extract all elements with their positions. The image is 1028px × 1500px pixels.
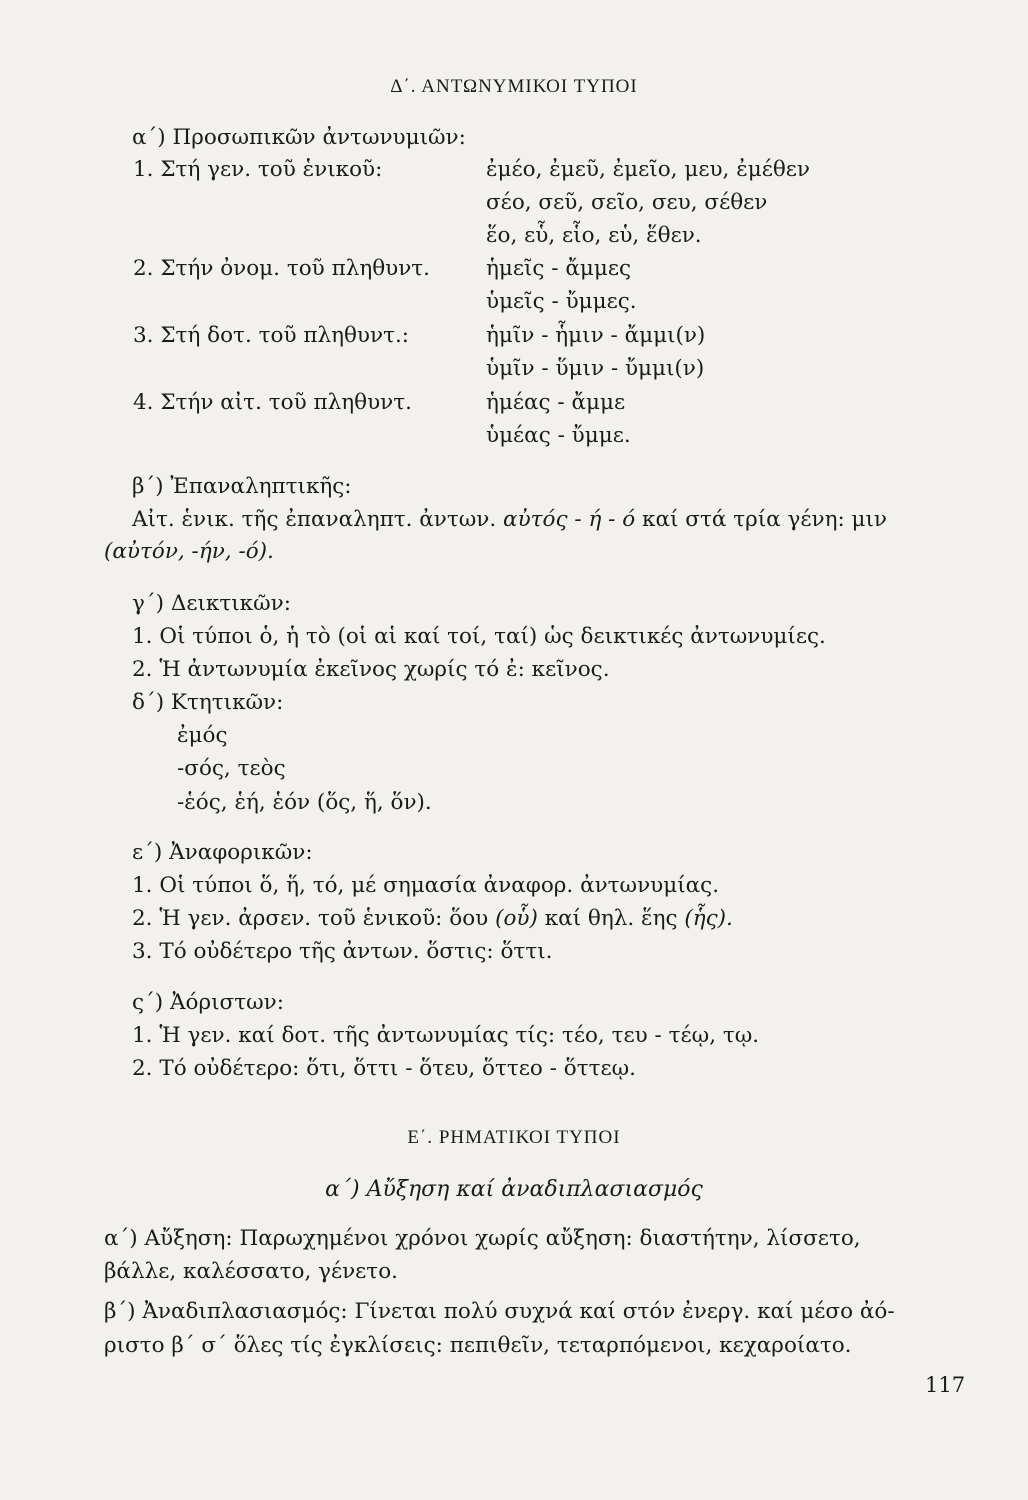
- row3-forms-2: ὑμῖν - ὕμιν - ὔμμι(ν): [486, 356, 705, 381]
- indefinite-item-1: 1. Ἡ γεν. καί δοτ. τῆς ἀντωνυμίας τίς: τέο, τευ - τέῳ, τῳ.: [132, 1023, 760, 1048]
- relative-item-2-d: (ἧς).: [684, 906, 733, 931]
- repetitive-line-2: (αὐτόν, -ήν, -ό).: [104, 539, 274, 564]
- relative-item-1: 1. Οἱ τύποι ὅ, ἥ, τό, μέ σημασία ἀναφορ. ἀντωνυμίας.: [132, 873, 720, 898]
- relative-heading: ε΄) Ἀναφορικῶν:: [132, 840, 313, 865]
- augment-line-2: βάλλε, καλέσσατο, γένετο.: [104, 1259, 398, 1284]
- repetitive-line-1: [132, 509, 887, 531]
- relative-item-2: [132, 908, 733, 930]
- repetitive-line-1-a: Αἰτ. ἑνικ. τῆς ἐπαναληπτ. ἀντων.: [132, 507, 504, 532]
- row4-forms-1: ἡμέας - ἄμμε: [486, 390, 626, 415]
- reduplication-line-1: [104, 1301, 960, 1323]
- row3-forms-1: ἡμῖν - ἧμιν - ἄμμι(ν): [486, 323, 706, 348]
- reduplication-line-2: ριστο β΄ σ΄ ὅλες τίς ἐγκλίσεις: πεπιθεῖν, τεταρπόμενοι, κεχαροίατο.: [104, 1333, 852, 1358]
- augment-label: α΄) Αὔξηση:: [104, 1226, 233, 1251]
- section-e-title: Ε΄. ΡΗΜΑΤΙΚΟΙ ΤΥΠΟΙ: [407, 1127, 621, 1148]
- possessive-heading: δ΄) Κτητικῶν:: [132, 690, 284, 715]
- section-d-title: Δ΄. ΑΝΤΩΝΥΜΙΚΟΙ ΤΥΠΟΙ: [390, 76, 638, 97]
- augment-line-1: [104, 1228, 960, 1250]
- possessive-item-1: ἐμός: [177, 723, 228, 748]
- indefinite-item-2: 2. Τό οὐδέτερο: ὅτι, ὅττι - ὅτευ, ὅττεο - ὅττεῳ.: [132, 1056, 636, 1081]
- augment-text-1: Παρωχημένοι χρόνοι χωρίς αὔξηση: διαστήτην, λίσσετο,: [232, 1226, 861, 1251]
- relative-item-2-b: (οὗ): [495, 906, 538, 931]
- row2-forms-1: ἡμεῖς - ἄμμες: [486, 256, 632, 281]
- section-e-subtitle: α΄) Αὔξηση καί ἀναδιπλασιασμός: [325, 1177, 703, 1202]
- relative-item-2-c: καί θηλ. ἕης: [537, 906, 685, 931]
- demonstrative-item-1: 1. Οἱ τύποι ὁ, ἡ τὸ (οἱ αἱ καί τοί, ταί) ὡς δεικτικές ἀντωνυμίες.: [132, 624, 826, 649]
- relative-item-2-a: 2. Ἡ γεν. ἀρσεν. τοῦ ἑνικοῦ: ὅου: [132, 906, 496, 931]
- row3-label: 3. Στή δοτ. τοῦ πληθυντ.:: [133, 323, 410, 348]
- personal-pronouns-heading: α΄) Προσωπικῶν ἀντωνυμιῶν:: [132, 125, 466, 150]
- indefinite-heading: ς΄) Ἀόριστων:: [132, 990, 284, 1015]
- reduplication-text-1: Γίνεται πολύ συχνά καί στόν ἐνεργ. καί μέσο ἀό-: [347, 1299, 895, 1324]
- repetitive-heading: β΄) Ἐπαναληπτικῆς:: [132, 474, 352, 499]
- reduplication-label: β΄) Ἀναδιπλασιασμός:: [104, 1299, 348, 1324]
- relative-item-3: 3. Τό οὐδέτερο τῆς ἀντων. ὅστις: ὅττι.: [132, 939, 553, 964]
- row4-label: 4. Στήν αἰτ. τοῦ πληθυντ.: [133, 390, 412, 415]
- row1-label: 1. Στή γεν. τοῦ ἑνικοῦ:: [133, 157, 383, 182]
- repetitive-line-1-italic: αὐτός - ή - ό: [503, 507, 636, 532]
- repetitive-line-1-b: καί στά τρία γένη: μιν: [635, 507, 888, 532]
- demonstrative-item-2: 2. Ἡ ἀντωνυμία ἐκεῖνος χωρίς τό ἐ: κεῖνος.: [132, 657, 610, 682]
- row1-forms-3: ἕο, εὗ, εἷο, εὑ, ἕθεν.: [486, 223, 702, 248]
- possessive-item-2: -σός, τεὸς: [177, 756, 286, 781]
- demonstrative-heading: γ΄) Δεικτικῶν:: [132, 591, 291, 616]
- row2-label: 2. Στήν ὀνομ. τοῦ πληθυντ.: [133, 256, 431, 281]
- row1-forms-1: ἐμέο, ἐμεῦ, ἐμεῖο, μευ, ἐμέθεν: [486, 157, 810, 182]
- possessive-item-3: -ἑός, ἑή, ἑόν (ὅς, ἥ, ὅν).: [177, 790, 432, 815]
- page-number: 117: [925, 1373, 966, 1397]
- row4-forms-2: ὑμέας - ὔμμε.: [486, 423, 631, 448]
- row2-forms-2: ὑμεῖς - ὔμμες.: [486, 289, 637, 314]
- row1-forms-2: σέο, σεῦ, σεῖο, σευ, σέθεν: [486, 190, 768, 215]
